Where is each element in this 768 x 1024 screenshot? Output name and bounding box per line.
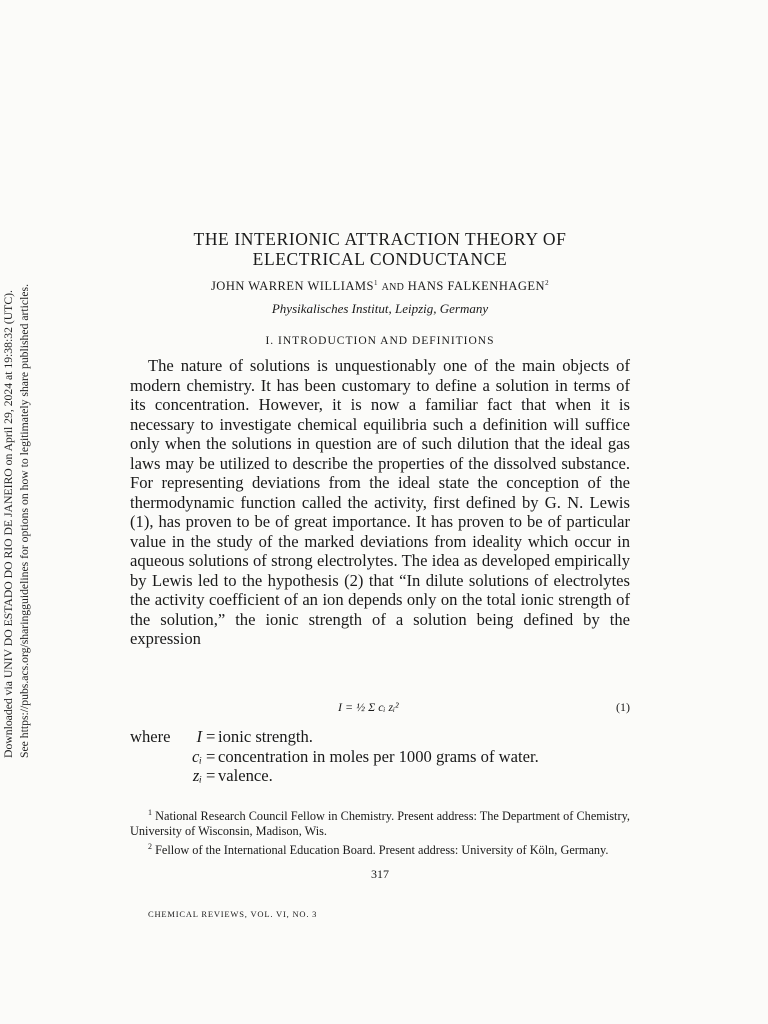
footnote-2-mark: 2: [148, 842, 152, 852]
page-number: 317: [371, 867, 389, 881]
affiliation: Physikalisches Institut, Leipzig, Germany: [271, 301, 489, 316]
article-title: [130, 229, 630, 269]
definition-row: [130, 766, 630, 786]
equation-expression: I = ½ Σ cᵢ zᵢ²: [338, 700, 399, 714]
definition-text: valence.: [218, 766, 273, 785]
definitions-list: [130, 727, 630, 786]
author-2: HANS FALKENHAGEN: [407, 279, 546, 294]
article-title-line-2: ELECTRICAL CONDUCTANCE: [252, 249, 508, 269]
definition-symbol: I: [196, 727, 202, 746]
definition-symbol: cᵢ: [192, 746, 202, 766]
definition-row: [130, 727, 630, 747]
download-notice: [1, 268, 45, 758]
footnote-2: [130, 839, 630, 858]
author-2-footnote-mark: 2: [545, 279, 550, 287]
download-notice-line-1: Downloaded via UNIV DO ESTADO DO RIO DE JANEIRO on April 29, 2024 at 19:38:32 (UTC).: [2, 290, 15, 758]
definition-symbol: zᵢ: [192, 766, 202, 785]
journal-citation: CHEMICAL REVIEWS, VOL. VI, NO. 3: [148, 909, 318, 919]
author-1-footnote-mark: 1: [373, 279, 378, 287]
article-title-line-1: THE INTERIONIC ATTRACTION THEORY OF: [193, 229, 567, 249]
definition-text: concentration in moles per 1000 grams of water.: [218, 746, 539, 766]
section-heading: I. INTRODUCTION AND DEFINITIONS: [265, 335, 495, 347]
author-line: [130, 279, 630, 294]
where-word: where: [130, 727, 171, 746]
definition-text: ionic strength.: [218, 727, 313, 746]
definition-row: [130, 747, 630, 767]
body-text: [130, 356, 630, 649]
and-word: AND: [381, 282, 405, 294]
footnote-2-text: Fellow of the International Education Board. Present address: University of Köln, Germany.: [155, 843, 609, 858]
footnote-1: [130, 805, 630, 839]
equation-number: (1): [616, 700, 630, 714]
footnotes: [130, 805, 630, 858]
footnote-1-mark: 1: [148, 808, 152, 817]
download-notice-line-2: See https://pubs.acs.org/sharingguidelines for options on how to legitimately share published articles.: [18, 283, 31, 758]
intro-paragraph: The nature of solutions is unquestionably one of the main objects of modern chemistry. It has been customary to define a solution in terms of its concentration. However, it is now a familiar fact that when it is necessary to investigate chemical equilibria such a definition will suffice only when the solutions in question are of such dilution that the ideal gas laws may be utilized to describe the properties of the dissolved substance. For representing deviations from the ideal state the conception of the thermodynamic function called the activity, first defined by G. N. Lewis (1), has proven to be of great importance. It has proven to be of particular value in the study of the marked deviations from ideality which occur in aqueous solutions of strong electrolytes. The idea as developed empirically by Lewis led to the hypothesis (2) that “In dilute solutions of electrolytes the activity coefficient of an ion depends only on the total ionic strength of the solution,” the ionic strength of a solution being defined by the expression: [130, 356, 630, 648]
definition-equals: =: [206, 727, 216, 746]
footnote-1-text: National Research Council Fellow in Chemistry. Present address: The Department of Chemistry, University of Wisconsin, Madison, Wis.: [130, 809, 630, 839]
definition-equals: =: [206, 766, 216, 785]
author-1: JOHN WARREN WILLIAMS: [210, 279, 374, 294]
definition-equals: =: [206, 746, 216, 766]
